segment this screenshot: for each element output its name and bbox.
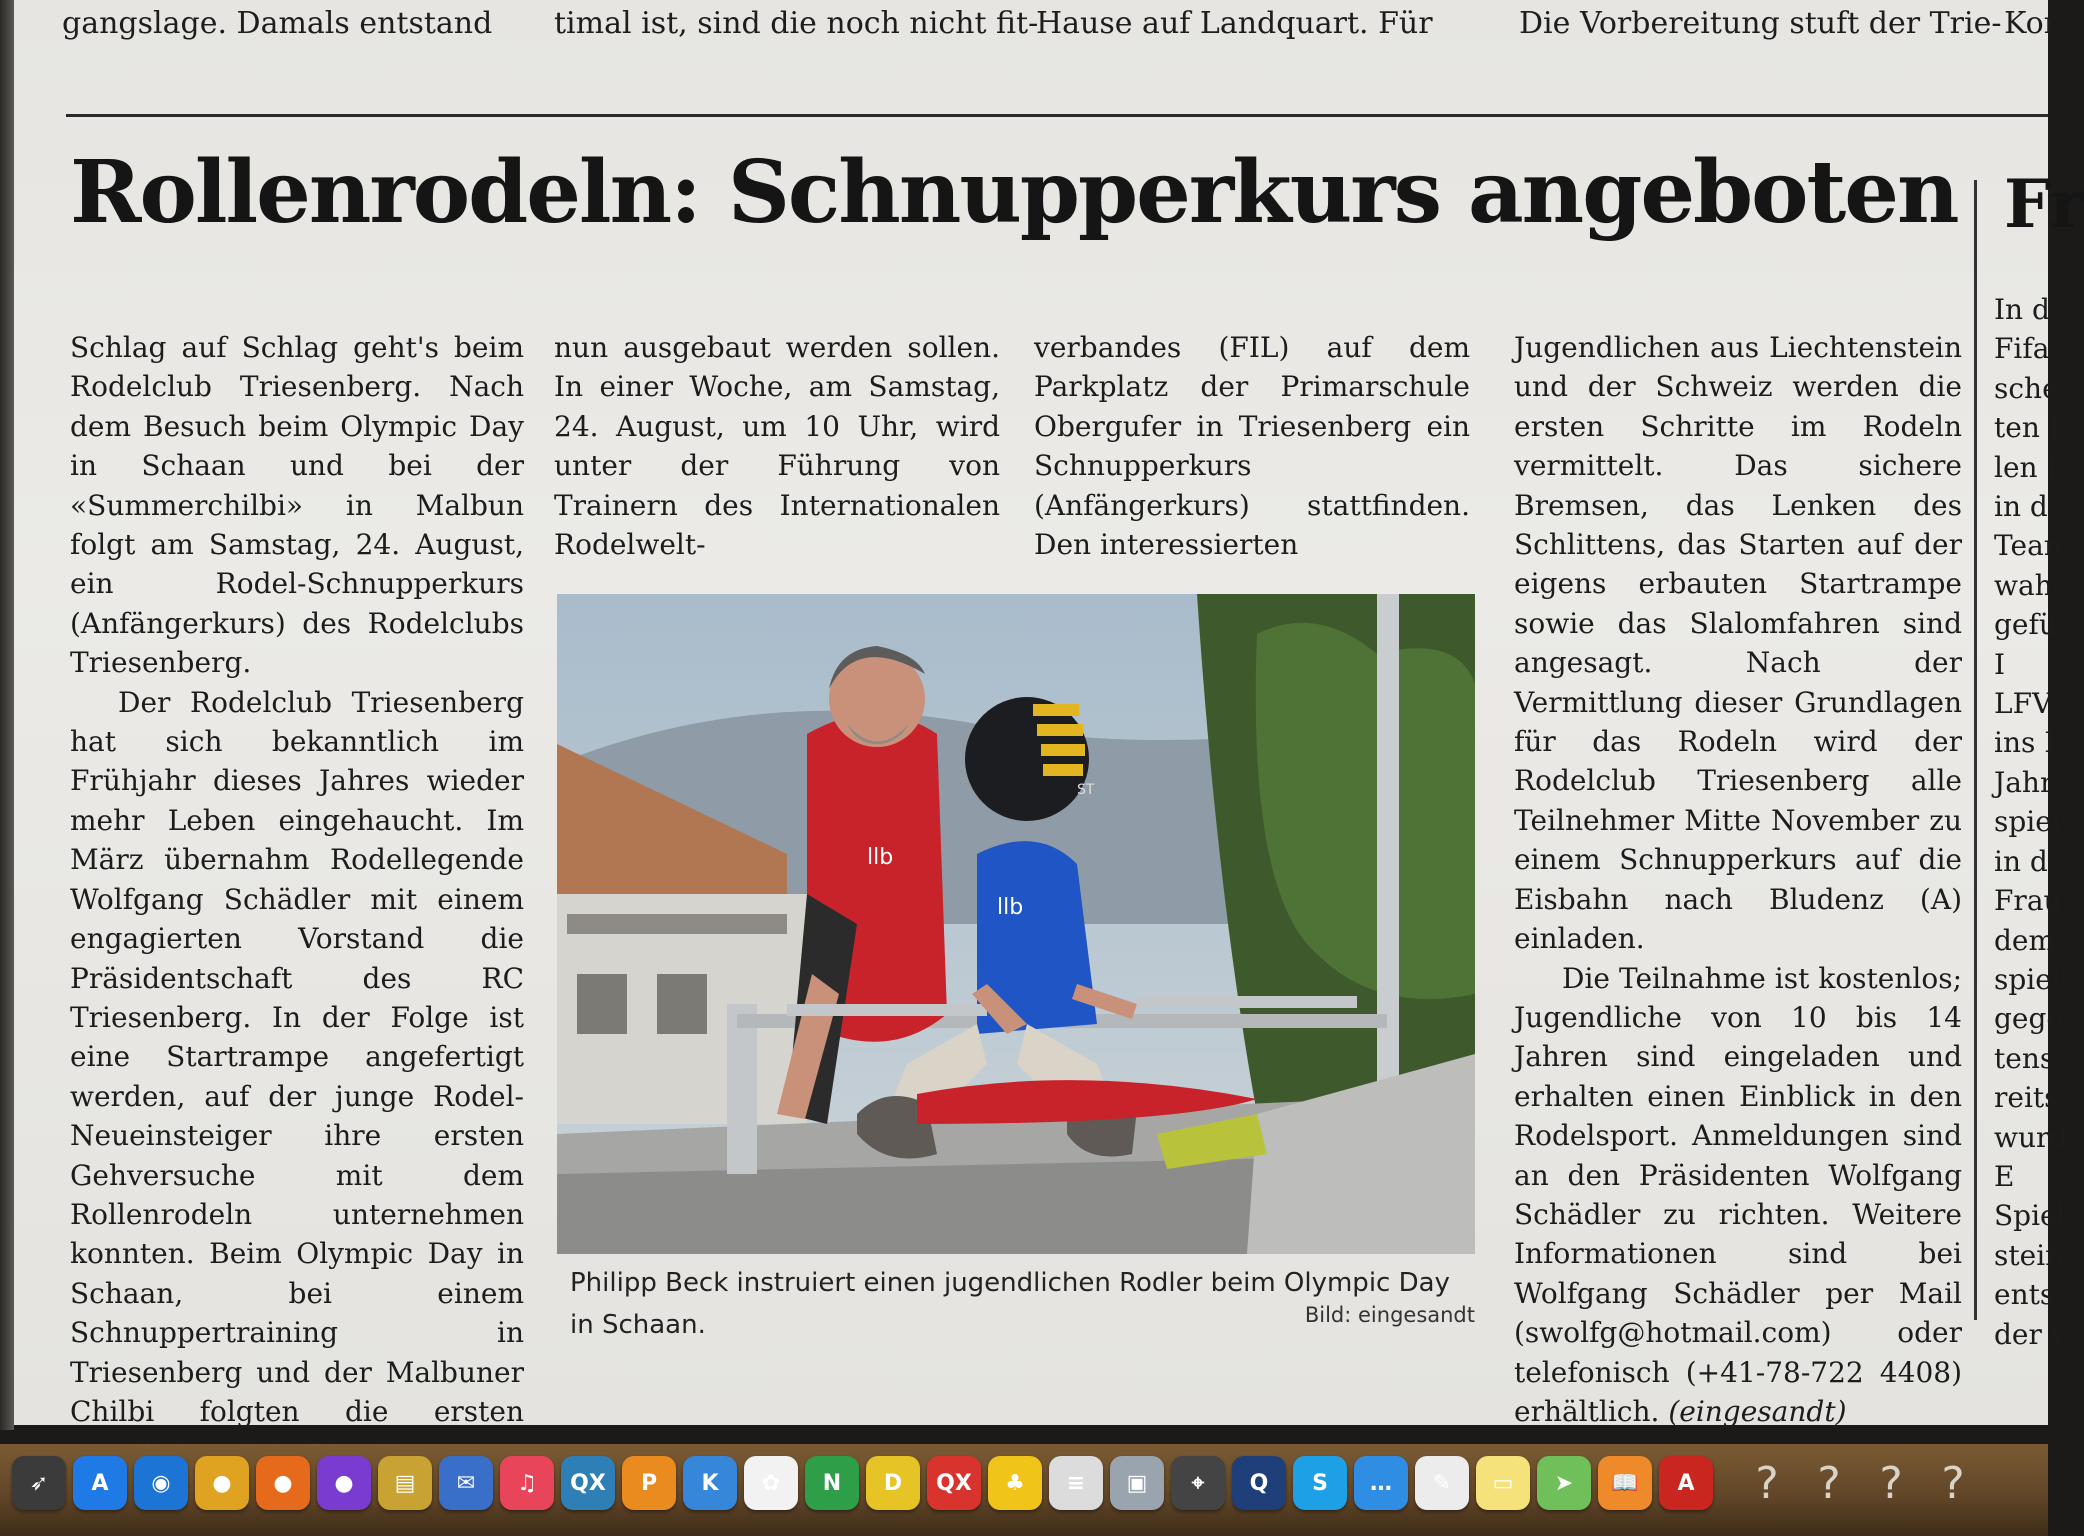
fragment-line: Spiel xyxy=(1994,1199,2066,1233)
shirt-logo: llb xyxy=(867,845,894,870)
messages-icon[interactable]: … xyxy=(1354,1456,1408,1510)
mail-icon[interactable]: ✉ xyxy=(439,1456,493,1510)
quarkxpress-red-icon[interactable]: QX xyxy=(927,1456,981,1510)
next-article-column-fragment xyxy=(1994,290,2074,1354)
quicktime-icon[interactable]: Q xyxy=(1232,1456,1286,1510)
fragment-line: len I xyxy=(1994,450,2058,484)
paragraph: Jugendlichen aus Liechtenstein und der Schweiz werden die ersten Schritte im Rodeln vermittelt. Das sichere Bremsen, das Lenken des Schlittens, das Starten auf der eigens erbauten Startrampe sowie das Slalomfahren sind angesagt. Nach der Vermittlung dieser Grundlagen für das Rodeln wird der Rodelclub Triesenberg alle Teilnehmer Mitte November zu einem Schnupperkurs auf die Eisbahn nach Bludenz (A) einladen. xyxy=(1514,331,1962,956)
fragment-line: reits xyxy=(1994,1081,2059,1115)
fragment-line: In d xyxy=(1994,293,2050,326)
script-editor-icon[interactable]: ✎ xyxy=(1415,1456,1469,1510)
screenshot-icon[interactable]: ⌖ xyxy=(1171,1456,1225,1510)
paragraph: Schlag auf Schlag geht's beim Rodelclub Triesenberg. Nach dem Besuch beim Olympic Day in Schaan und bei der «Summerchilbi» in Malbun folgt am Samstag, 24. August, ein Rodel-Schnupperkurs (Anfängerkurs) des Rodelclubs Triesenberg. xyxy=(70,331,524,680)
article-column-4 xyxy=(1514,328,1962,1431)
fragment-line: Tean xyxy=(1994,529,2062,563)
fragment-line: Fifa xyxy=(1994,332,2050,366)
fragment-line: in d xyxy=(1994,490,2048,524)
fragment-line: sche xyxy=(1994,371,2059,405)
app-store-icon[interactable]: A xyxy=(73,1456,127,1510)
paragraph: nun ausgebaut werden sollen. In einer Woche, am Samstag, 24. August, um 10 Uhr, wird unter der Führung von Trainern des Internationalen Rodelwelt- xyxy=(554,331,1000,562)
notes-yellow-icon[interactable]: ▤ xyxy=(378,1456,432,1510)
skype-icon[interactable]: S xyxy=(1293,1456,1347,1510)
fragment-line: dem xyxy=(1994,923,2056,957)
fragment-line: wah xyxy=(1994,568,2053,602)
firefox-dev-icon[interactable]: ● xyxy=(317,1456,371,1510)
photo-credit: Bild: eingesandt xyxy=(1304,1303,1475,1327)
acrobat-icon[interactable]: A xyxy=(1659,1456,1713,1510)
duden-icon[interactable]: D xyxy=(866,1456,920,1510)
fragment-line: ten I xyxy=(1994,411,2060,445)
launchpad-icon[interactable]: ➶ xyxy=(12,1456,66,1510)
fragment-line: Frau xyxy=(1994,884,2062,918)
pages-icon[interactable]: P xyxy=(622,1456,676,1510)
books-icon[interactable]: 📖 xyxy=(1598,1456,1652,1510)
top-text-fragment-5: Kor xyxy=(2004,6,2059,41)
unknown-app-icon[interactable]: ? xyxy=(1755,1457,1779,1509)
quarkxpress-icon[interactable]: QX xyxy=(561,1456,615,1510)
preview-icon[interactable]: ▣ xyxy=(1110,1456,1164,1510)
fragment-line: ents xyxy=(1994,1278,2055,1312)
fragment-line: gefü xyxy=(1994,608,2057,642)
fragment-line: ins I xyxy=(1994,726,2056,760)
fragment-line: der v xyxy=(1994,1317,2067,1351)
signature: (eingesandt) xyxy=(1668,1394,1847,1428)
top-text-fragment-4: Die Vorbereitung stuft der Trie- xyxy=(1519,6,2002,41)
previous-article-fragment xyxy=(14,0,2059,50)
top-text-fragment-2: timal ist, sind die noch nicht fit- xyxy=(554,6,1039,41)
article-column-3 xyxy=(1034,328,1470,564)
next-article-headline-fragment: Fr xyxy=(2004,165,2084,243)
keynote-icon[interactable]: K xyxy=(683,1456,737,1510)
paragraph: Der Rodelclub Triesenberg hat sich bekanntlich im Frühjahr dieses Jahres wieder mehr Leben eingehaucht. Im März übernahm Rodellegende Wolfgang Schädler mit einem engagierten Vorstand die Präsidentschaft des RC Triesenberg. In der Folge ist eine Startrampe angefertigt werden, auf der junge Rodel-Neueinsteiger ihre ersten Gehversuche mit dem Rollenrodeln unternehmen konnten. Beim Olympic Day in Schaan, bei einem Schnuppertraining in Triesenberg und der Malbuner Chilbi folgten die ersten xyxy=(70,685,524,1428)
helmet-logo: ST xyxy=(1077,782,1095,798)
chrome-icon[interactable]: ● xyxy=(195,1456,249,1510)
horizontal-rule xyxy=(66,114,2048,117)
music-icon[interactable]: ♫ xyxy=(500,1456,554,1510)
fragment-line: spiel xyxy=(1994,805,2061,839)
unknown-app-icon[interactable]: ? xyxy=(1941,1457,1965,1509)
photo-caption: Philipp Beck instruiert einen jugendlichen Rodler beim Olympic Day in Schaan. xyxy=(570,1268,1450,1340)
dock xyxy=(0,1444,2048,1536)
safari-icon[interactable]: ◉ xyxy=(134,1456,188,1510)
paragraph: verbandes (FIL) auf dem Parkplatz der Primarschule Obergufer in Triesenberg ein Schnupperkurs (Anfängerkurs) stattfinden. Den interessierten xyxy=(1034,331,1470,562)
maps-icon[interactable]: ➤ xyxy=(1537,1456,1591,1510)
textedit-icon[interactable]: ≡ xyxy=(1049,1456,1103,1510)
article-column-2 xyxy=(554,328,1000,564)
fragment-line: LFV xyxy=(1994,687,2053,721)
fragment-line: tens xyxy=(1994,1041,2055,1075)
firefox-icon[interactable]: ● xyxy=(256,1456,310,1510)
article-column-1 xyxy=(70,328,524,1471)
paragraph xyxy=(1514,959,1962,1432)
stickies-icon[interactable]: ▭ xyxy=(1476,1456,1530,1510)
cyberduck-icon[interactable]: ♣ xyxy=(988,1456,1042,1510)
fragment-line: in d xyxy=(1994,844,2048,878)
paragraph-text: Die Teilnahme ist kostenlos; Jugendliche von 10 bis 14 Jahren sind eingeladen und erhalten einen Einblick in den Rodelsport. Anmeldungen sind an den Präsidenten Wolfgang Schädler zu richten. Weitere Informationen sind bei Wolfgang Schädler per Mail (swolfg@hotmail.com) oder telefonisch (+41-78-722 4408) erhältlich. xyxy=(1514,961,1962,1428)
fragment-line: Jahr xyxy=(1994,765,2054,799)
column-divider xyxy=(1974,180,1977,1320)
article-photo xyxy=(557,594,1475,1254)
jersey-logo: llb xyxy=(997,895,1024,920)
fragment-line: wurd xyxy=(1994,1120,2068,1154)
screen-bezel xyxy=(0,0,14,1430)
unknown-app-icon[interactable]: ? xyxy=(1879,1457,1903,1509)
fragment-line: stein xyxy=(1994,1238,2064,1272)
fragment-line: gege xyxy=(1994,1002,2063,1036)
photos-icon[interactable]: ✿ xyxy=(744,1456,798,1510)
newspaper-page xyxy=(14,0,2084,1428)
photo-illustration xyxy=(557,594,1475,1254)
numbers-icon[interactable]: N xyxy=(805,1456,859,1510)
fragment-line: E xyxy=(1994,1159,2015,1193)
top-text-fragment-1: gangslage. Damals entstand xyxy=(62,6,493,41)
top-text-fragment-3: Hause auf Landquart. Für xyxy=(1036,6,1433,41)
article-headline: Rollenrodeln: Schnupperkurs angeboten xyxy=(70,142,1958,243)
unknown-app-icon[interactable]: ? xyxy=(1817,1457,1841,1509)
fragment-line: I xyxy=(1994,647,2006,681)
fragment-line: spiel xyxy=(1994,962,2061,996)
